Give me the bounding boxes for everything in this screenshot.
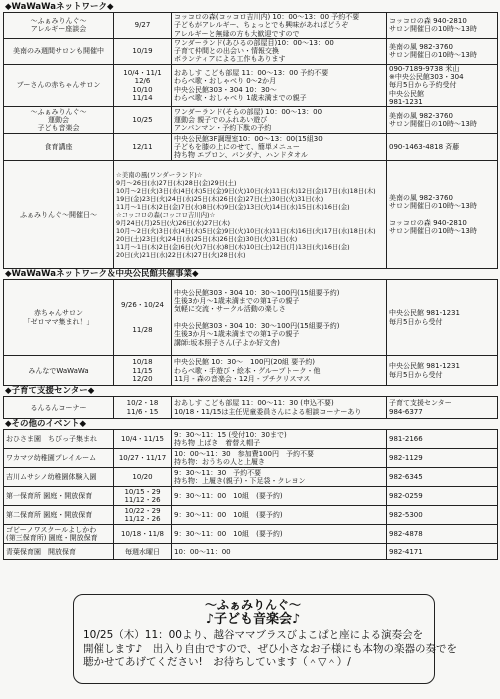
concert-notice <box>73 594 457 682</box>
section-header-kosodate: ◆子育て支援センター◆ <box>5 386 95 397</box>
event-contact: 中央公民館 981-1231 毎月5日から受付 <box>387 356 498 386</box>
event-name: ～ふぁみりんぐ～ アレルギー座談会 <box>4 13 114 39</box>
event-date: 10/4・11/15 <box>114 430 172 449</box>
section-header-wawawa: ◆WaWaWaネットワーク◆ <box>5 2 114 12</box>
concert-line: 開催します♪ 出入り自由ですので、ぜひ小さなお子様にも本物の楽器の奏でを <box>83 642 457 655</box>
event-name: 赤ちゃんサロン 「ゼロママ集まれ！」 <box>4 280 114 356</box>
event-name: 食育講座 <box>4 134 114 161</box>
table-row <box>4 544 498 560</box>
table-row <box>4 134 498 161</box>
schedule-page <box>3 2 497 697</box>
event-name: 美南のみ週間サロンも開催中 <box>4 38 114 64</box>
event-details: 9：30～11：00 10組 (要予約) <box>172 487 387 506</box>
event-name: ～ふぁみりんぐ～ 運動会 子ども音楽会 <box>4 107 114 134</box>
wawawa-chuo-table <box>3 279 498 386</box>
event-date: 10/19 <box>114 38 172 64</box>
event-details: ワンダーランド(あひるの部屋目)10：00～13：00 子育て仲間との出会い・情報交換 ボランティアによる工作もあります <box>172 38 387 64</box>
wawawa-table <box>3 12 498 269</box>
event-date: 毎週水曜日 <box>114 544 172 560</box>
event-details: コッコロの森(コッコロ吉川内) 10：00～13：00 予約不要 子どもがアレルギー、ちょっとでも興味があればどうぞ アレルギーと無縁の方も大歓迎ですので <box>172 13 387 39</box>
table-row <box>4 280 498 356</box>
section-header-other: ◆その他のイベント◆ <box>5 419 87 430</box>
event-date: 10/2・18 11/6・15 <box>114 397 172 419</box>
table-row <box>4 506 498 525</box>
event-details: ☆美南の風(ワンダーランド)☆ 9月～26日(水)27日(木)28日(金)29日(土) 10月～2日(火)3日(水)4日(木)5日(金)9日(火)10日(水)11日(木)12日(金)17日(水)18日(木) 19日(金)23日(火)24日(水)25日(木)26日(金)27日(土)30日(火)31日(水) 11月～1日(木)2日(金)7日(水)8日(木)9日(金)13日(火)14日(水)15日(木)16日(金) ☆コッコロの森(コッコロ吉川内)☆ 9月24日(月)25日(火)26日(水)27日(木) 10月～2日(火)3日(水)4日(木)5日(金)9日(火)10日(水)11日(木)16日(火)17日(水)18日(木) 20日(土)23日(火)24日(水)25日(木)26日(金)30日(火)31日(水) 11月～1日(木)2日(金)6日(火)7日(水)8日(木)10日(土)12日(月)13日(火)16日(金) 20日(火)21日(水)22日(木)27日(火)28日(水) <box>114 161 387 269</box>
event-contact: 982-6345 <box>387 468 498 487</box>
event-details: 9：30～11：15 (受付10：30まで) 持ち物 上ばき 着替え帽子 <box>172 430 387 449</box>
event-name: 第一保育所 園庭・開放保育 <box>4 487 114 506</box>
event-contact: 982-5300 <box>387 506 498 525</box>
event-date: 10/15・29 11/12・26 <box>114 487 172 506</box>
table-row <box>4 397 498 419</box>
concert-body <box>83 629 493 670</box>
kosodate-table <box>3 396 498 419</box>
event-contact: 中央公民館 981-1231 毎月5日から受付 <box>387 280 498 356</box>
event-date: 9/26・10/24 11/28 <box>114 280 172 356</box>
event-details: 10：00～11：00 <box>172 544 387 560</box>
event-details: 9：30～11：00 10組 (要予約) <box>172 506 387 525</box>
event-contact: 090-1463-4818 斉藤 <box>387 134 498 161</box>
event-details: ワンダーランド(そらの部屋) 10：00～13：00 運動会 親子でのふれあい遊び アンパンマン・予約下駄の予約 <box>172 107 387 134</box>
event-date: 10/22・29 11/12・26 <box>114 506 172 525</box>
event-date: 10/25 <box>114 107 172 134</box>
event-contact: 子育て支援センター 984-6377 <box>387 397 498 419</box>
event-contact: コッコロの森 940-2810 サロン開催日の10時～13時 <box>387 13 498 39</box>
concert-title: ～ふぁみりんぐ～ <box>204 598 301 612</box>
event-name: るんるんコーナー <box>4 397 114 419</box>
event-date: 10/20 <box>114 468 172 487</box>
event-contact: 982-4878 <box>387 525 498 544</box>
concert-line: 聴かせてあげてください! お待ちしています（＾▽＾）/ <box>83 656 351 668</box>
event-contact: 982-1129 <box>387 449 498 468</box>
event-name: 第二保育所 園庭・開放保育 <box>4 506 114 525</box>
concert-line: 10/25（木）11：00より、越谷ママブラスびよこぱと座による演奏会を <box>83 629 424 641</box>
event-date: 9/27 <box>114 13 172 39</box>
event-name: みんなでWaWaWa <box>4 356 114 386</box>
event-details: おあしす こども部屋 11：00～13：00 予約不要 わらべ歌・おしゃべり 0～2か月 中央公民館303・304 10：30～ わらべ歌・おしゃべり 1歳未満までの親子 <box>172 64 387 106</box>
event-details: 中央公民館303・304 10：30～100円(15組要予約) 生後3か月～1歳未満までの第1子の親子 気軽に交流・サークル活動の楽しさ 中央公民館303・304 10：30～100円(15組要予約) 生後3か月～1歳未満までの第1子の親子 講師:坂本照子さん(子よか好文舎) <box>172 280 387 356</box>
event-contact: 美南の風 982-3760 サロン開催日の10時～13時 <box>387 38 498 64</box>
event-date: 10/27・11/17 <box>114 449 172 468</box>
event-contact: 982-4171 <box>387 544 498 560</box>
event-contact: 美南の風 982-3760 サロン開催日の10時～13時 コッコロの森 940-2810 サロン開催日の10時～13時 <box>387 161 498 269</box>
event-name: ゴビーノワスクールよしかわ (第三保育所) 園庭・開放保育 <box>4 525 114 544</box>
table-row <box>4 468 498 487</box>
event-name: ふぁみりんぐ～開催日～ <box>4 161 114 269</box>
table-row <box>4 38 498 64</box>
event-date: 10/18 11/15 12/20 <box>114 356 172 386</box>
table-row <box>4 356 498 386</box>
event-date: 10/18・11/8 <box>114 525 172 544</box>
section-header-wawawa-chuo: ◆WaWaWaネットワーク＆中央公民館共催事業◆ <box>5 269 199 280</box>
event-contact: 美南の風 982-3760 サロン開催日の10時～13時 <box>387 107 498 134</box>
event-name: 青葉保育園 開放保育 <box>4 544 114 560</box>
other-events-table <box>3 429 498 560</box>
event-details: 9：30～11：30 予約不要 持ち物：上履き(親子)・下足袋・クレヨン <box>172 468 387 487</box>
event-name: 吉川ムサシノ幼稚園体験入園 <box>4 468 114 487</box>
event-details: おあしす こども部屋 11：00～11：30 (申込不要) 10/18・11/15は主任児童委員さんによる相談コーナーあり <box>172 397 387 419</box>
table-row <box>4 449 498 468</box>
event-details: 中央公民館3F調理室10：00～13：00(15組30 子どもを膝の上にのせて、簡単メニュー 持ち物 エプロン、バンダナ、ハンドタオル <box>172 134 387 161</box>
event-name: ブーさんの赤ちゃんサロン <box>4 64 114 106</box>
table-row <box>4 13 498 39</box>
event-details: 10：00～11：30 参加費100円 予約不要 持ち物：おうちの人と上履き <box>172 449 387 468</box>
event-details: 中央公民館 10：30～ 100円(20組 要予約) わらべ歌・手遊び・絵本・グループトーク・他 11月 - 森の音楽会・12月 - プチクリスマス <box>172 356 387 386</box>
table-row <box>4 430 498 449</box>
event-name: おひさま園 ちびっ子集まれ <box>4 430 114 449</box>
event-contact: 090-7189-9738 米山 ※中央公民館303・304 毎月5日から予約受付 中央公民館 981-1231 <box>387 64 498 106</box>
table-row <box>4 487 498 506</box>
table-row <box>4 161 498 269</box>
event-name: ワカマツ幼稚園プレイルーム <box>4 449 114 468</box>
event-contact: 981-2166 <box>387 430 498 449</box>
event-date: 12/11 <box>114 134 172 161</box>
table-row <box>4 64 498 106</box>
table-row <box>4 525 498 544</box>
table-row <box>4 107 498 134</box>
event-date: 10/4・11/1 12/6 10/10 11/14 <box>114 64 172 106</box>
event-contact: 982-0259 <box>387 487 498 506</box>
concert-subtitle: ♪子ども音楽会♪ <box>205 612 301 627</box>
event-details: 9：30～11：00 10組 (要予約) <box>172 525 387 544</box>
